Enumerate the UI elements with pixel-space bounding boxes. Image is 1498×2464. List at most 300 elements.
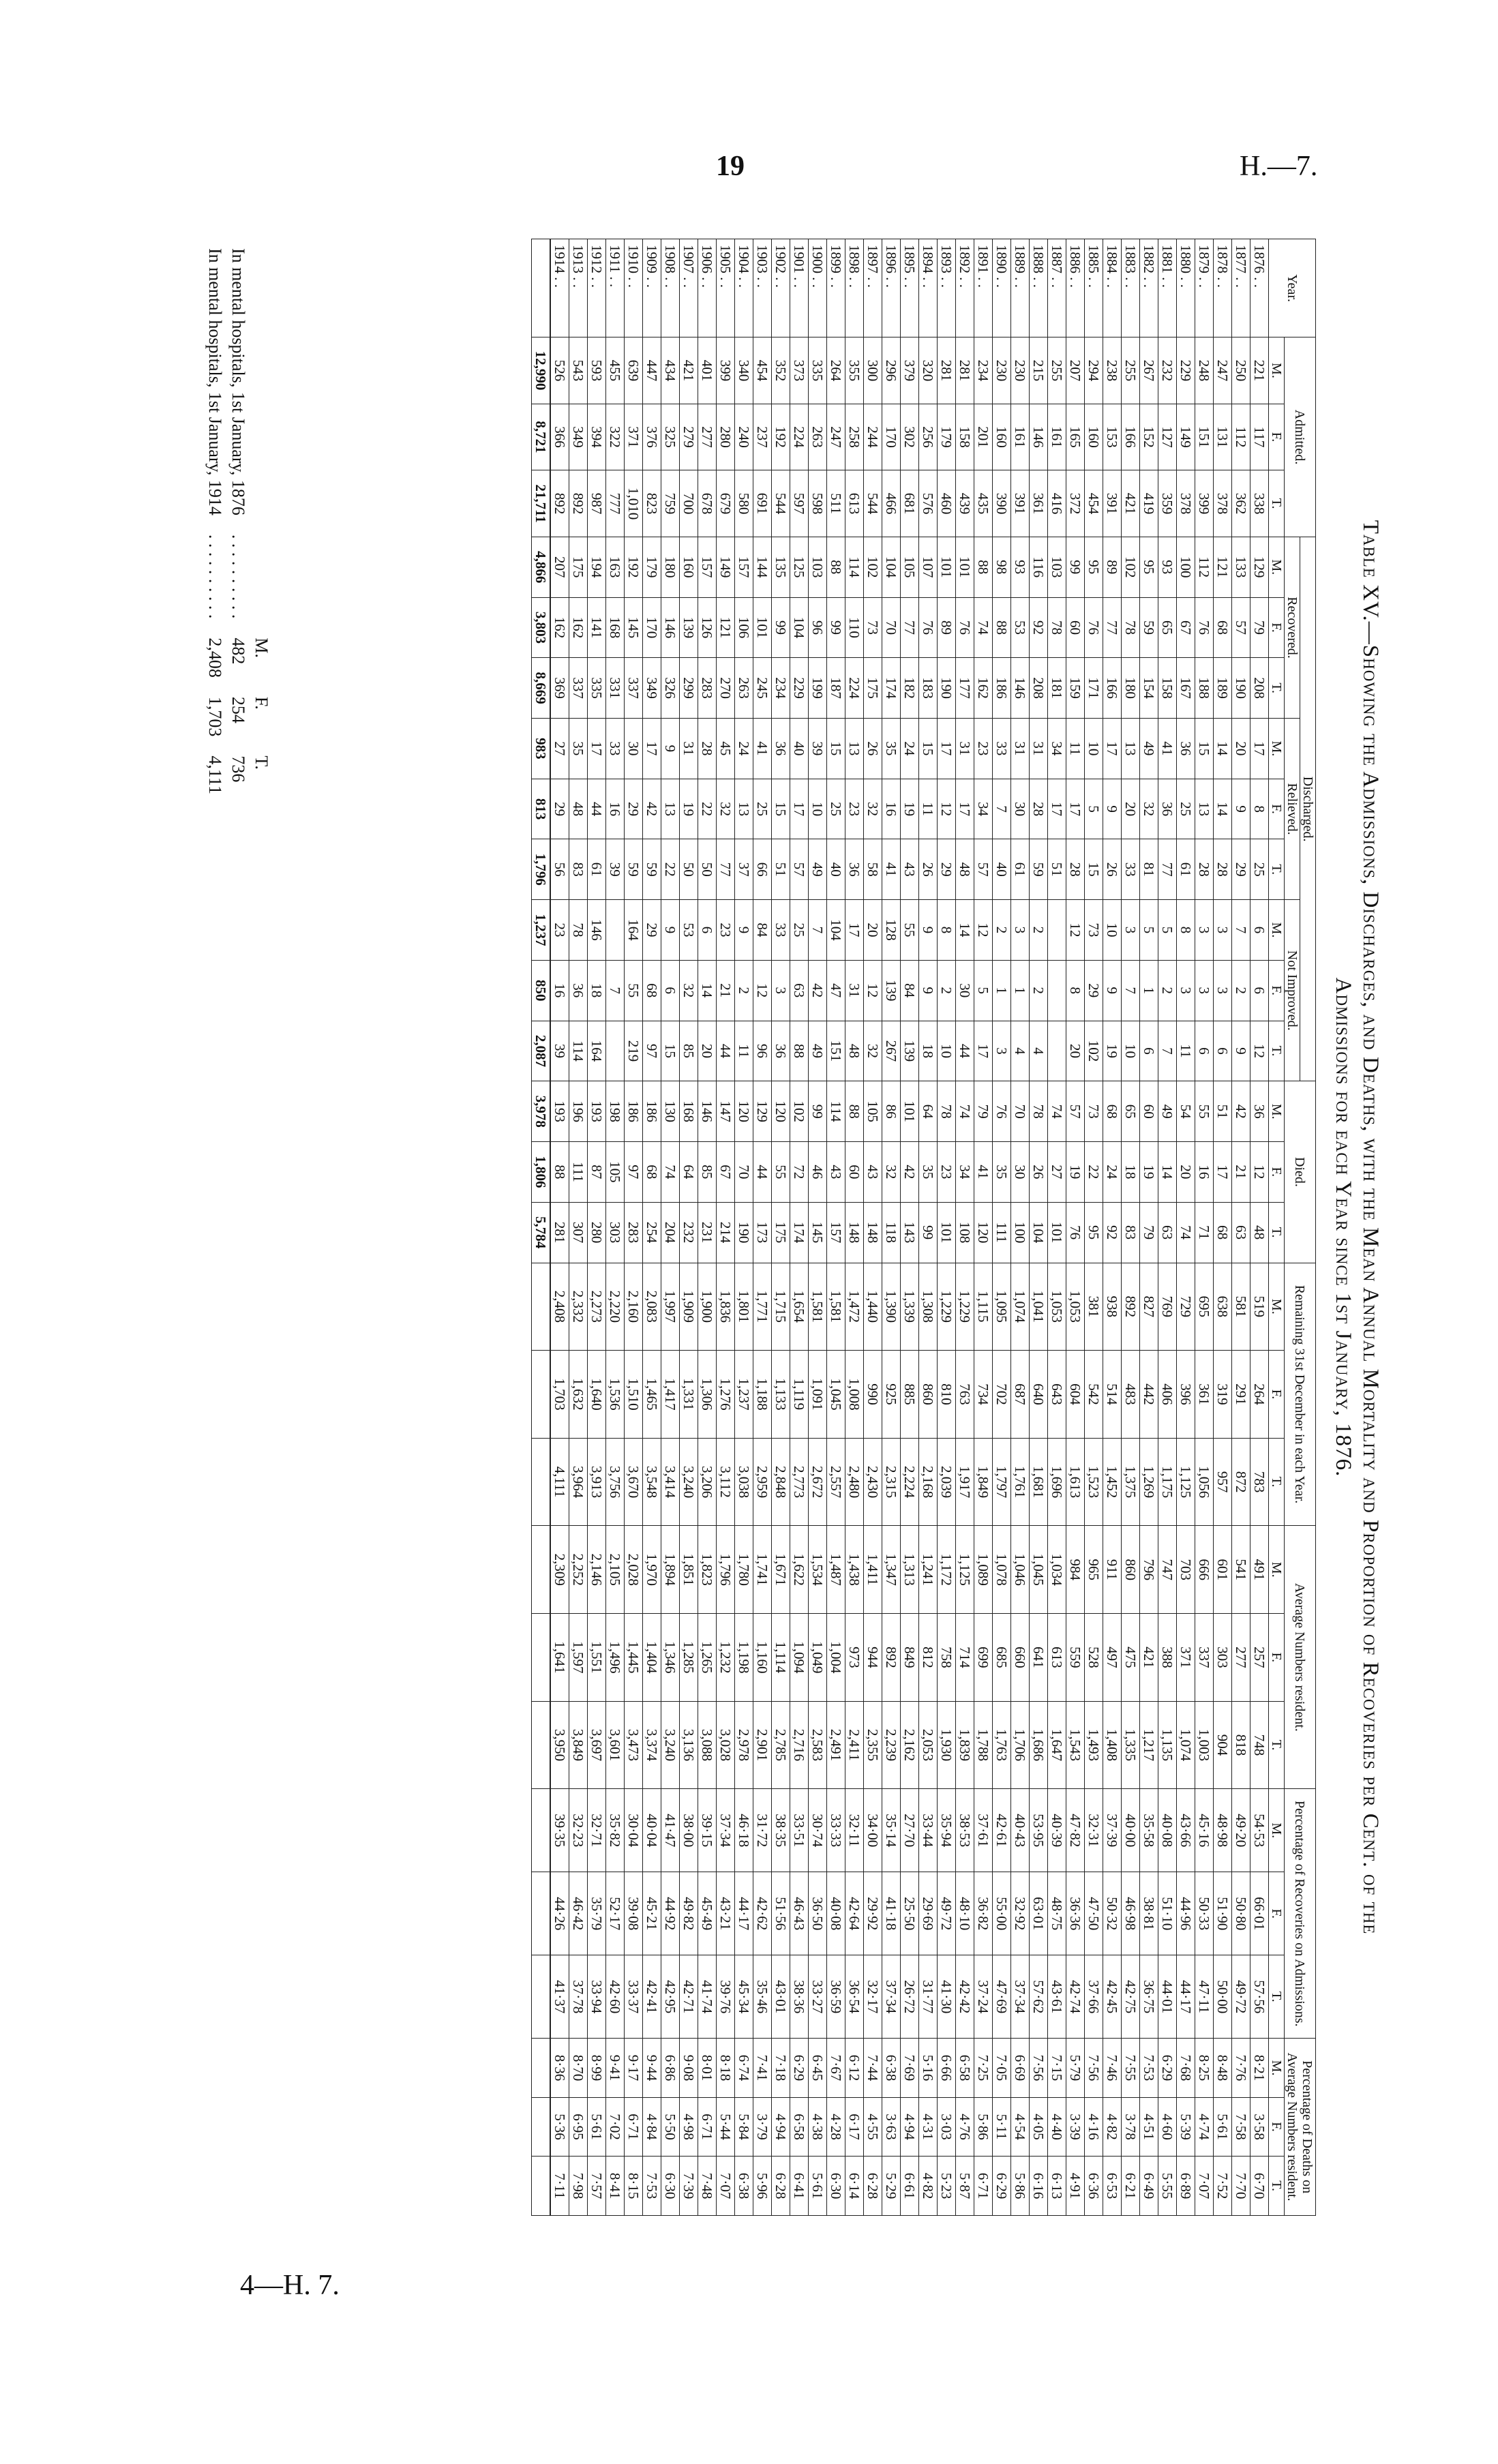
table-cell: 2,785 [772, 1701, 790, 1789]
table-cell: 8·18 [717, 2039, 735, 2097]
table-cell: 362 [1232, 470, 1250, 537]
table-cell: 734 [974, 1351, 993, 1439]
table-cell: 112 [1195, 537, 1214, 597]
table-cell: 6·12 [845, 2039, 864, 2097]
table-cell: 352 [772, 337, 790, 404]
table-cell: 938 [1103, 1263, 1122, 1351]
table-cell: 16 [882, 779, 901, 839]
table-cell: 65 [1122, 1081, 1140, 1142]
total-cell: 21,711 [532, 470, 551, 537]
table-cell: 105 [901, 537, 919, 597]
table-cell: 1,160 [753, 1614, 772, 1702]
table-cell: 1,375 [1122, 1438, 1140, 1526]
table-cell: 33·27 [809, 1955, 827, 2039]
table-cell: 2,039 [938, 1438, 956, 1526]
table-cell: 207 [1066, 337, 1085, 404]
year-cell: 1888 . . [1030, 239, 1048, 337]
table-cell: 13 [1195, 779, 1214, 839]
table-cell: 158 [1158, 658, 1177, 719]
table-cell: 103 [1048, 537, 1066, 597]
year-cell: 1879 . . [1195, 239, 1214, 337]
table-cell: 796 [1140, 1526, 1158, 1614]
table-cell: 41·47 [661, 1789, 680, 1872]
table-cell: 102 [864, 537, 882, 597]
table-cell: 50·33 [1195, 1872, 1214, 1955]
table-cell: 44 [956, 1021, 974, 1081]
table-cell: 702 [993, 1351, 1011, 1439]
table-cell: 95 [1085, 537, 1103, 597]
table-cell: 1,046 [1011, 1526, 1030, 1614]
table-cell: 944 [864, 1614, 882, 1702]
table-cell: 35·14 [882, 1789, 901, 1872]
total-cell [532, 1789, 551, 1872]
table-cell: 6·49 [1140, 2157, 1158, 2216]
table-cell: 149 [1177, 404, 1195, 470]
table-cell: 99 [827, 597, 845, 658]
table-cell: 2,583 [809, 1701, 827, 1789]
table-cell: 76 [1085, 597, 1103, 658]
table-cell: 4·51 [1140, 2097, 1158, 2156]
table-cell: 16 [1195, 1142, 1214, 1203]
table-cell: 748 [1250, 1701, 1269, 1789]
table-cell: 162 [974, 658, 993, 719]
table-cell: 1,510 [625, 1351, 643, 1439]
table-cell: 28 [1066, 839, 1085, 900]
table-cell: 101 [753, 597, 772, 658]
table-cell: 381 [1085, 1263, 1103, 1351]
table-cell: 33 [606, 719, 625, 779]
table-cell: 174 [790, 1202, 809, 1263]
table-cell: 1,452 [1103, 1438, 1122, 1526]
pct-deaths-header: Percentage of Deaths on Average Numbers resident. [1285, 2039, 1316, 2216]
table-cell: 3 [1195, 900, 1214, 961]
table-cell: 36 [569, 960, 588, 1021]
table-cell: 1,581 [809, 1263, 827, 1351]
table-cell: 32·23 [569, 1789, 588, 1872]
table-cell: 1,632 [569, 1351, 588, 1439]
table-cell: 283 [698, 658, 717, 719]
year-cell: 1889 . . [1011, 239, 1030, 337]
table-cell: 33·37 [625, 1955, 643, 2039]
year-cell: 1907 . . [680, 239, 698, 337]
table-cell: 497 [1103, 1614, 1122, 1702]
table-row [1048, 239, 1066, 2216]
table-cell: 114 [827, 1081, 845, 1142]
table-cell: 544 [772, 470, 790, 537]
table-cell: 9·44 [643, 2039, 661, 2097]
table-cell: 48 [569, 779, 588, 839]
year-cell: 1893 . . [938, 239, 956, 337]
table-cell: 6 [1214, 1021, 1232, 1081]
table-cell: 2,408 [550, 1263, 569, 1351]
table-cell: 7 [1158, 1021, 1177, 1081]
table-cell: 167 [1177, 658, 1195, 719]
table-cell: 25 [827, 779, 845, 839]
table-cell: 5·11 [993, 2097, 1011, 2156]
table-row [625, 239, 643, 2216]
table-cell: 300 [864, 337, 882, 404]
table-cell: 231 [698, 1202, 717, 1263]
table-cell: 263 [735, 658, 753, 719]
table-cell: 34 [1048, 719, 1066, 779]
table-cell: 9 [661, 900, 680, 961]
note-m: 2,408 [205, 637, 225, 678]
table-cell: 45 [717, 719, 735, 779]
table-cell: 63 [790, 960, 809, 1021]
table-title-line-2: Admissions for each Year since 1st January, 1876. [1331, 977, 1355, 1477]
table-cell: 6·71 [625, 2097, 643, 2156]
table-cell: 49 [1158, 1081, 1177, 1142]
table-cell: 36·75 [1140, 1955, 1158, 2039]
table-cell: 2,160 [625, 1263, 643, 1351]
table-cell: 1,543 [1066, 1701, 1085, 1789]
table-cell: 1,217 [1140, 1701, 1158, 1789]
table-row [919, 239, 938, 2216]
table-cell: 320 [919, 337, 938, 404]
table-cell: 54·53 [1250, 1789, 1269, 1872]
table-cell: 416 [1048, 470, 1066, 537]
table-cell: 7·02 [606, 2097, 625, 2156]
table-cell: 41 [974, 1142, 993, 1203]
table-cell: 46·18 [735, 1789, 753, 1872]
table-cell: 88 [993, 597, 1011, 658]
table-cell: 84 [753, 900, 772, 961]
table-row [1122, 239, 1140, 2216]
table-cell: 15 [661, 1021, 680, 1081]
table-cell: 911 [1103, 1526, 1122, 1614]
table-cell: 2,355 [864, 1701, 882, 1789]
sex-header-m: M. [1269, 1526, 1285, 1614]
table-cell: 30 [1011, 1142, 1030, 1203]
table-cell: 30·04 [625, 1789, 643, 1872]
table-cell: 25 [1250, 839, 1269, 900]
table-cell: 46·43 [790, 1872, 809, 1955]
table-cell: 1,089 [974, 1526, 993, 1614]
table-cell: 296 [882, 337, 901, 404]
sex-header-t: T. [1269, 1202, 1285, 1263]
table-cell: 2,411 [845, 1701, 864, 1789]
note-t: 736 [228, 755, 248, 783]
table-cell: 38·35 [772, 1789, 790, 1872]
table-cell: 7·69 [901, 2039, 919, 2097]
total-cell: 3,978 [532, 1081, 551, 1142]
table-cell: 3·58 [1250, 2097, 1269, 2156]
year-cell: 1905 . . [717, 239, 735, 337]
table-cell: 33·51 [790, 1789, 809, 1872]
table-cell: 7·07 [717, 2157, 735, 2216]
table-cell: 30 [625, 719, 643, 779]
table-cell: 17 [956, 779, 974, 839]
table-cell: 3,849 [569, 1701, 588, 1789]
table-cell: 17 [974, 1021, 993, 1081]
table-cell: 5·16 [919, 2039, 938, 2097]
table-cell: 50·00 [1214, 1955, 1232, 2039]
table-cell: 32·17 [864, 1955, 882, 2039]
table-cell: 1,823 [698, 1526, 717, 1614]
table-cell: 173 [753, 1202, 772, 1263]
table-cell: 105 [606, 1142, 625, 1203]
table-cell: 20 [864, 900, 882, 961]
table-row [1250, 239, 1269, 2216]
table-cell: 340 [735, 337, 753, 404]
table-row [680, 239, 698, 2216]
table-cell: 581 [1232, 1263, 1250, 1351]
year-cell: 1886 . . [1066, 239, 1085, 337]
table-cell: 5·23 [938, 2157, 956, 2216]
table-cell: 78 [569, 900, 588, 961]
table-cell: 161 [1011, 404, 1030, 470]
table-cell: 1,045 [827, 1351, 845, 1439]
table-cell: 77 [1103, 597, 1122, 658]
table-cell: 5·86 [1011, 2157, 1030, 2216]
table-cell: 126 [698, 597, 717, 658]
table-cell: 872 [1232, 1438, 1250, 1526]
table-cell: 255 [1122, 337, 1140, 404]
table-cell: 19 [1140, 1142, 1158, 1203]
sex-header-f: F. [1269, 1351, 1285, 1439]
table-cell: 44 [753, 1142, 772, 1203]
table-cell: 78 [1030, 1081, 1048, 1142]
table-cell: 1,041 [1030, 1263, 1048, 1351]
table-cell: 399 [717, 337, 735, 404]
table-cell: 860 [1122, 1526, 1140, 1614]
table-cell: 6·41 [790, 2157, 809, 2216]
table-cell: 6·53 [1103, 2157, 1122, 2216]
table-cell [1048, 1021, 1066, 1081]
table-cell: 6 [1250, 900, 1269, 961]
table-cell: 1,074 [1011, 1263, 1030, 1351]
table-cell: 129 [1250, 537, 1269, 597]
table-row [1177, 239, 1195, 2216]
table-cell: 161 [1048, 404, 1066, 470]
table-cell: 196 [569, 1081, 588, 1142]
table-cell: 391 [1011, 470, 1030, 537]
table-cell: 593 [588, 337, 606, 404]
table-cell: 237 [753, 404, 772, 470]
table-cell: 1,119 [790, 1351, 809, 1439]
table-cell: 41·30 [938, 1955, 956, 2039]
table-cell: 9·08 [680, 2039, 698, 2097]
notes-f-header: F. [252, 696, 271, 710]
table-cell: 179 [643, 537, 661, 597]
table-cell: 355 [845, 337, 864, 404]
table-cell: 325 [661, 404, 680, 470]
table-row [1195, 239, 1214, 2216]
table-cell: 96 [809, 597, 827, 658]
table-cell: 45·16 [1195, 1789, 1214, 1872]
table-cell: 973 [845, 1614, 864, 1702]
table-cell: 860 [919, 1351, 938, 1439]
table-cell: 31 [956, 719, 974, 779]
table-cell: 43 [827, 1142, 845, 1203]
table-cell: 1,686 [1030, 1701, 1048, 1789]
table-cell: 57 [790, 839, 809, 900]
table-cell: 158 [956, 404, 974, 470]
table-cell: 1,094 [790, 1614, 809, 1702]
table-cell: 294 [1085, 337, 1103, 404]
table-cell: 111 [993, 1202, 1011, 1263]
table-cell: 95 [1140, 537, 1158, 597]
table-cell: 29 [550, 779, 569, 839]
total-cell [532, 1351, 551, 1439]
year-cell: 1895 . . [901, 239, 919, 337]
table-cell: 544 [864, 470, 882, 537]
table-cell: 9 [1232, 779, 1250, 839]
table-cell: 8·21 [1250, 2039, 1269, 2097]
table-cell: 7·56 [1030, 2039, 1048, 2097]
table-cell: 21 [1232, 1142, 1250, 1203]
table-cell: 19 [1103, 1021, 1122, 1081]
table-cell: 74 [974, 597, 993, 658]
table-body [532, 239, 1269, 2216]
table-cell: 9·41 [606, 2039, 625, 2097]
table-cell: 42·95 [661, 1955, 680, 2039]
table-cell: 55·00 [993, 1872, 1011, 1955]
table-cell: 85 [698, 1142, 717, 1203]
table-cell: 166 [1122, 404, 1140, 470]
table-cell: 68 [1103, 1081, 1122, 1142]
table-cell: 42 [809, 960, 827, 1021]
table-cell: 1,091 [809, 1351, 827, 1439]
table-cell: 48·75 [1048, 1872, 1066, 1955]
total-cell: 983 [532, 719, 551, 779]
table-cell: 827 [1140, 1263, 1158, 1351]
table-cell: 818 [1232, 1701, 1250, 1789]
total-cell: 1,237 [532, 900, 551, 961]
table-cell: 3 [1195, 960, 1214, 1021]
table-cell: 6·58 [956, 2039, 974, 2097]
document-code: H.—7. [1240, 151, 1318, 182]
table-cell: 189 [1214, 658, 1232, 719]
table-cell: 29 [1085, 960, 1103, 1021]
table-cell: 146 [698, 1081, 717, 1142]
table-cell: 2,672 [809, 1438, 827, 1526]
table-cell: 57 [974, 839, 993, 900]
table-cell: 47·82 [1066, 1789, 1085, 1872]
table-title [1330, 239, 1384, 2216]
table-cell: 5·86 [974, 2097, 993, 2156]
table-cell: 598 [809, 470, 827, 537]
table-cell: 47·50 [1085, 1872, 1103, 1955]
table-cell: 164 [625, 900, 643, 961]
table-cell: 57·62 [1030, 1955, 1048, 2039]
table-cell: 5·29 [882, 2157, 901, 2216]
table-row [661, 239, 680, 2216]
table-cell: 685 [993, 1614, 1011, 1702]
table-cell: 267 [882, 1021, 901, 1081]
table-cell: 50 [680, 839, 698, 900]
table-cell: 1,671 [772, 1526, 790, 1614]
table-cell: 42·60 [606, 1955, 625, 2039]
note-dots: . . . . . . . . . . [205, 534, 225, 619]
table-cell: 17 [790, 779, 809, 839]
table-cell: 194 [588, 537, 606, 597]
table-cell: 37·34 [717, 1789, 735, 1872]
table-cell: 81 [1140, 839, 1158, 900]
table-cell: 13 [735, 779, 753, 839]
table-cell: 37·66 [1085, 1955, 1103, 2039]
table-cell: 885 [901, 1351, 919, 1439]
table-cell: 373 [790, 337, 809, 404]
table-cell: 6·14 [845, 2157, 864, 2216]
discharged-header: Discharged. [1300, 537, 1316, 1081]
table-cell: 6·21 [1122, 2157, 1140, 2216]
table-cell: 101 [938, 537, 956, 597]
table-cell: 55 [1195, 1081, 1214, 1142]
table-cell: 6·70 [1250, 2157, 1269, 2216]
table-cell: 32 [864, 1021, 882, 1081]
table-cell: 483 [1122, 1351, 1140, 1439]
table-cell: 42 [643, 779, 661, 839]
year-cell: 1890 . . [993, 239, 1011, 337]
table-cell: 247 [1214, 337, 1232, 404]
table-cell: 36 [1250, 1081, 1269, 1142]
table-cell: 40 [827, 839, 845, 900]
table-cell: 97 [625, 1142, 643, 1203]
table-row [1085, 239, 1103, 2216]
table-cell: 679 [717, 470, 735, 537]
table-cell: 23 [938, 1142, 956, 1203]
table-row [772, 239, 790, 2216]
table-row [864, 239, 882, 2216]
table-cell: 337 [625, 658, 643, 719]
table-cell: 5·61 [809, 2157, 827, 2216]
table-cell: 87 [588, 1142, 606, 1203]
table-cell: 1,045 [1030, 1526, 1048, 1614]
table-cell: 187 [827, 658, 845, 719]
table-cell: 54 [1177, 1081, 1195, 1142]
table-cell: 15 [1195, 719, 1214, 779]
table-cell: 114 [569, 1021, 588, 1081]
table-cell: 58 [864, 839, 882, 900]
table-cell: 20 [1066, 1021, 1085, 1081]
table-cell: 48·98 [1214, 1789, 1232, 1872]
table-cell: 2,146 [588, 1526, 606, 1614]
table-cell: 421 [1140, 1614, 1158, 1702]
sex-header-m: M. [1269, 719, 1285, 779]
table-cell: 192 [625, 537, 643, 597]
table-cell: 245 [753, 658, 772, 719]
sex-header-f: F. [1269, 1614, 1285, 1702]
table-cell: 30 [1011, 779, 1030, 839]
table-cell: 5 [974, 960, 993, 1021]
table-cell: 10 [1103, 900, 1122, 961]
table-cell: 291 [1232, 1351, 1250, 1439]
sex-header-row [1269, 239, 1285, 2216]
table-cell: 2 [938, 960, 956, 1021]
sex-header-m: M. [1269, 1081, 1285, 1142]
table-cell: 699 [974, 1614, 993, 1702]
table-cell: 475 [1122, 1614, 1140, 1702]
table-cell: 32 [1140, 779, 1158, 839]
table-cell: 2,557 [827, 1438, 845, 1526]
table-cell: 4·94 [772, 2097, 790, 2156]
table-cell: 20 [1122, 779, 1140, 839]
year-cell: 1903 . . [753, 239, 772, 337]
table-cell: 7 [1232, 900, 1250, 961]
table-cell: 37·39 [1103, 1789, 1122, 1872]
table-cell: 77 [1158, 839, 1177, 900]
table-cell: 3,548 [643, 1438, 661, 1526]
table-cell: 1,836 [717, 1263, 735, 1351]
table-cell: 208 [1250, 658, 1269, 719]
table-cell: 322 [606, 404, 625, 470]
table-cell: 4·76 [956, 2097, 974, 2156]
table-cell: 139 [680, 597, 698, 658]
table-cell: 5 [1140, 900, 1158, 961]
table-cell: 1,115 [974, 1263, 993, 1351]
table-cell: 30·74 [809, 1789, 827, 1872]
